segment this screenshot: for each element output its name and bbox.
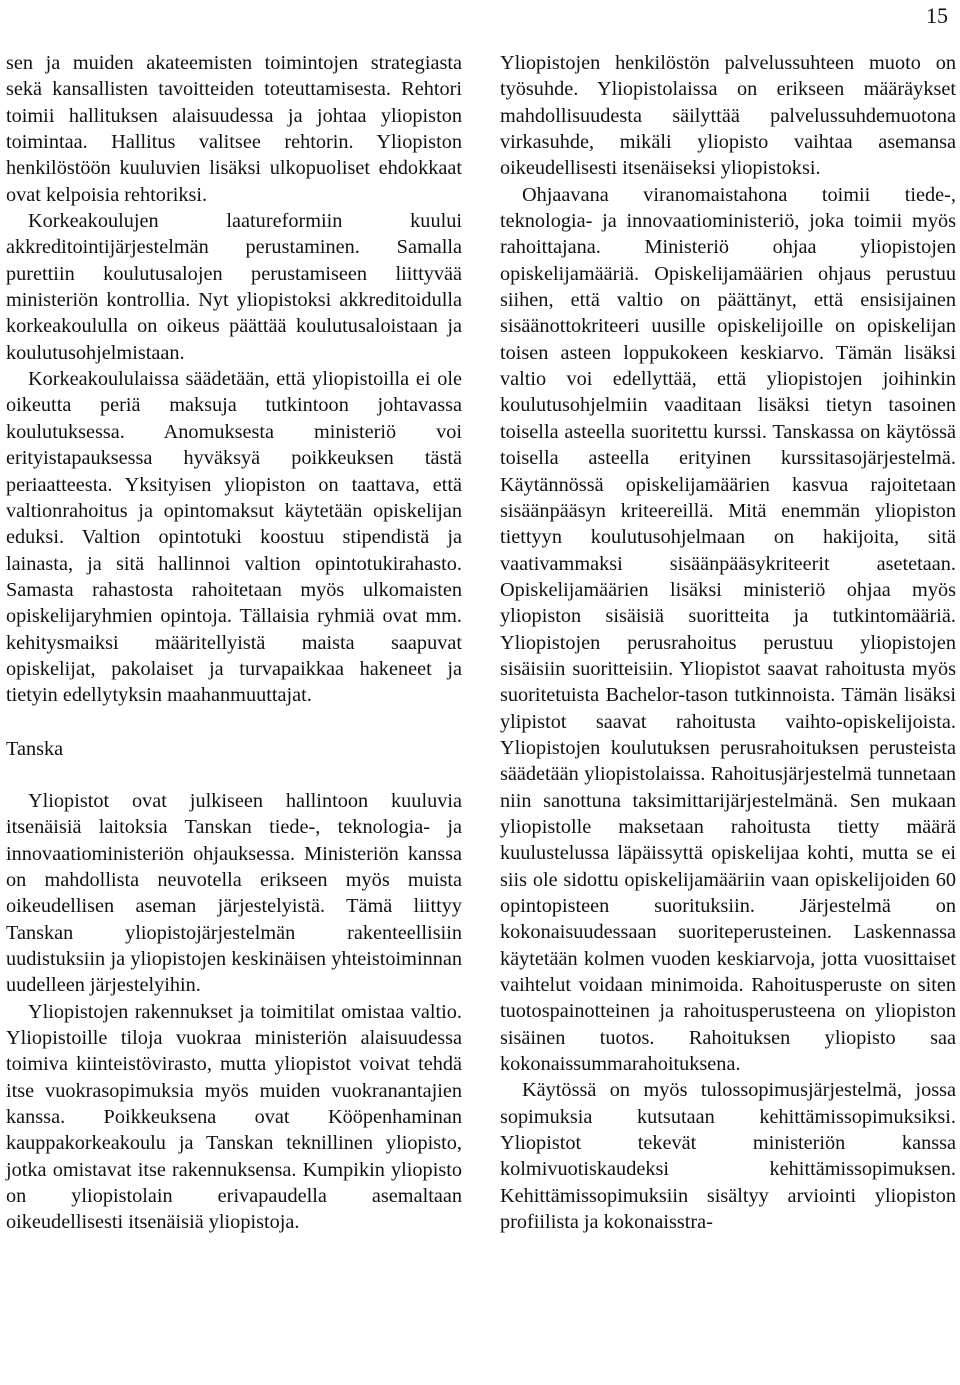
paragraph: Korkeakoulujen laatureformiin kuului akkreditointijärjestelmän perustaminen. Samalla purettiin koulutusalojen perustamiseen liittyvää ministeriön kontrollia. Nyt yliopistoksi akkreditoidulla korkeakoululla on oikeus päättää koulutusaloistaan ja koulutusohjelmistaan. — [6, 210, 462, 364]
paragraph: Käytössä on myös tulossopimusjärjestelmä, jossa sopimuksia kutsutaan kehittämissopimuksiksi. Yliopistot tekevät ministeriön kanssa kolmivuotiskaudeksi kehittämissopimuksen. Kehittämissopimuksiin sisältyy arviointi yliopiston profiilista ja kokonaisstra- — [500, 1079, 956, 1234]
right-column — [500, 50, 956, 1236]
paragraph: Ohjaavana viranomaistahona toimii tiede-, teknologia- ja innovaatioministeriö, joka toimii myös rahoittajana. Ministeriö ohjaa yliopistojen opiskelijamääriä. Opiskelijamäärien ohjaus perustuu siihen, että valtio on päättänyt, että ensisijainen sisäänottokriteeri uusille opiskelijoille on opiskelijan toisen asteen loppukokeen keskiarvo. Tämän lisäksi valtio voi edellyttää, että yliopistojen joihinkin koulutusohjelmiin vaaditaan lisäksi tietyn tasoinen toisella asteella suoritettu kurssi. Tanskassa on käytössä toisella asteella erityinen kurssitasojärjestelmä. Käytännössä opiskelijamäärien kasvua rajoitetaan sisäänpääsyn kriteereillä. Mitä enemmän yliopiston tiettyyn koulutusohjelmaan on hakijoita, sitä vaativammaksi sisäänpääsykriteerit asetetaan. Opiskelijamäärien lisäksi ministeriö ohjaa myös yliopiston sisäisiä suoritteita ja tutkintomääriä. Yliopistojen perusrahoitus perustuu yliopistojen sisäisiin suoritteisiin. Yliopistot saavat rahoitusta myös suoritetuista Bachelor-tason tutkinnoista. Tämän lisäksi ylipistot saavat rahoitusta vaihto-opiskelijoista. Yliopistojen koulutuksen perusrahoituksen perusteista säädetään yliopistolaissa. Rahoitusjärjestelmä tunnetaan niin sanottuna taksimittarijärjestelmänä. Sen mukaan yliopistolle maksetaan rahoitusta tietty määrä kuulustelussa läpäissyttä opiskelijaa kohti, mutta se ei siis ole sidottu opiskelijamääriin vaan opiskelijoiden 60 opintopisteen suorituksiin. Järjestelmä on kokonaisuudessaan suoriteperusteinen. Laskennassa käytetään kolmen vuoden keskiarvoja, jotta vuosittaiset vaihtelut voidaan minimoida. Rahoitusperuste on siten tuotospainotteinen ja rahoitusperusteena on yliopiston sisäinen tuotos. Rahoituksen yliopisto saa kokonaissummarahoituksena. — [500, 183, 956, 1076]
page-number: 15 — [926, 3, 948, 28]
paragraph: Yliopistot ovat julkiseen hallintoon kuuluvia itsenäisiä laitoksia Tanskan tiede-, teknologia- ja innovaatioministeriön ohjauksessa. Ministeriön kanssa on mahdollista neuvotella erikseen myös muista oikeudellisen aseman järjestelyistä. Tämä liittyy Tanskan yliopistojärjestelmän rakenteellisiin uudistuksiin ja yliopistojen keskinäisen yhteistoiminnan uudelleen järjestelyihin. — [6, 789, 462, 997]
paragraph: sen ja muiden akateemisten toimintojen strategiasta sekä kansallisten tavoitteiden toteuttamisesta. Rehtori toimii hallituksen alaisuudessa ja johtaa yliopiston toimintaa. Hallitus valitsee rehtorin. Yliopiston henkilöstöön kuuluvien lisäksi ulkopuoliset ehdokkaat ovat kelpoisia rehtoriksi. — [6, 52, 462, 206]
left-column — [6, 50, 462, 1236]
paragraph: Yliopistojen henkilöstön palvelussuhteen muoto on työsuhde. Yliopistolaissa on erikseen määräykset mahdollisuudesta säilyttää palvelussuhdemuotona virkasuhde, mikäli yliopisto vaihtaa asemansa oikeudellisesti itsenäiseksi yliopistoksi. — [500, 52, 956, 180]
paragraph: Korkeakoululaissa säädetään, että yliopistoilla ei ole oikeutta periä maksuja tutkintoon johtavassa koulutuksessa. Anomuksesta ministeriö voi erityistapauksessa hyväksyä poikkeuksen tästä periaatteesta. Yksityisen yliopiston on taattava, että valtionrahoitus ja opintomaksut käytetään opiskelijan eduksi. Valtion opintotuki koostuu stipendistä ja lainasta, ja sitä hallinnoi valtion opintotukirahasto. Samasta rahastosta rahoitetaan myös ulkomaisten opiskelijaryhmien opintoja. Tällaisia ryhmiä ovat mm. kehitysmaiksi määritellyistä maista saapuvat opiskelijat, pakolaiset ja turvapaikkaa hakeneet ja tietyin edellytyksin maahanmuuttajat. — [6, 368, 462, 707]
text-columns — [6, 50, 956, 1236]
paragraph: Yliopistojen rakennukset ja toimitilat omistaa valtio. Yliopistoille tiloja vuokraa ministeriön alaisuudessa toimiva kiinteistövirasto, mutta yliopistot voivat tehdä itse vuokrasopimuksia myös muiden vuokranantajien kanssa. Poikkeuksena ovat Kööpenhaminan kauppakorkeakoulu ja Tanskan teknillinen yliopisto, jotka omistavat itse rakennuksensa. Kumpikin yliopisto on yliopistolain erivapaudella asemaltaan oikeudellisesti itsenäisiä yliopistoja. — [6, 1000, 462, 1234]
section-heading: Tanska — [6, 737, 64, 760]
